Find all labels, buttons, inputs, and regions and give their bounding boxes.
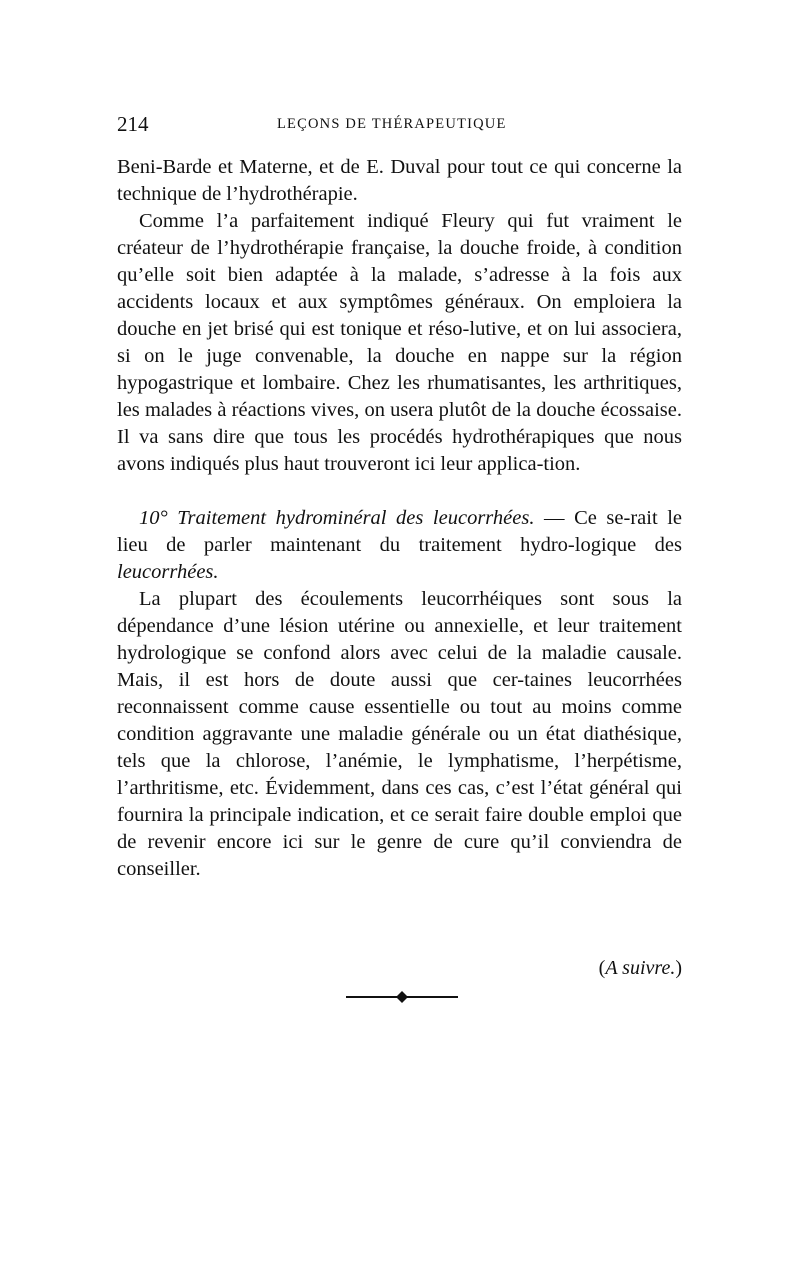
- paragraph-douche-froide: Comme l’a parfaitement indiqué Fleury qui fut vraiment le créateur de l’hydrothérapie française, la douche froide, à condition qu’elle soit bien adaptée à la malade, s’adresse à la fois aux accidents locaux et aux symptômes généraux. On emploiera la douche en jet brisé qui est tonique et réso-lutive, et on lui associera, si on le juge convenable, la douche en nappe sur la région hypogastrique et lombaire. Chez les rhumatisantes, les arthritiques, les malades à réactions vives, on usera plutôt de la douche écossaise. Il va sans dire que tous les procédés hydrothérapiques que nous avons indiqués plus haut trouveront ici leur applica-tion.: [117, 210, 682, 475]
- signoff-close-paren: ): [675, 957, 682, 979]
- running-head: LEÇONS DE THÉRAPEUTIQUE: [277, 116, 507, 132]
- paragraph-ecoulements: La plupart des écoulements leucorrhéiques sont sous la dépendance d’une lésion utérine ou annexielle, et leur traitement hydrologique se confond alors avec celui de la maladie causale. Mais, il est hors de doute aussi que cer-taines leucorrhées reconnaissent comme cause essentielle ou tout au moins comme condition aggravante une maladie générale ou un état diathésique, tels que la chlorose, l’anémie, le lymphatisme, l’herpétisme, l’arthritisme, etc. Évidemment, dans ces cas, c’est l’état général qui fournira la principale indication, et ce serait faire double emploi que de revenir encore ici sur le genre de cure qu’il conviendra de conseiller.: [117, 588, 682, 880]
- continuation-note: [117, 957, 682, 980]
- end-ornament-icon: [346, 990, 458, 1004]
- section-intro-italic: leucorrhées.: [117, 561, 219, 583]
- body-text: [117, 154, 682, 883]
- section-heading: 10° Traitement hydrominéral des leucorrhées.: [139, 507, 535, 529]
- section-10-paragraph: [117, 505, 682, 586]
- section-intro-text: — Ce se-rait le lieu de parler maintenant du traitement hydro-logique des: [117, 507, 682, 556]
- page-header: [117, 112, 682, 142]
- signoff-text: A suivre.: [605, 957, 676, 979]
- page-number: 214: [117, 112, 149, 136]
- paragraph-continuation: Beni-Barde et Materne, et de E. Duval pour tout ce qui concerne la technique de l’hydrothérapie.: [117, 156, 682, 205]
- signoff-open-paren: (: [598, 957, 606, 979]
